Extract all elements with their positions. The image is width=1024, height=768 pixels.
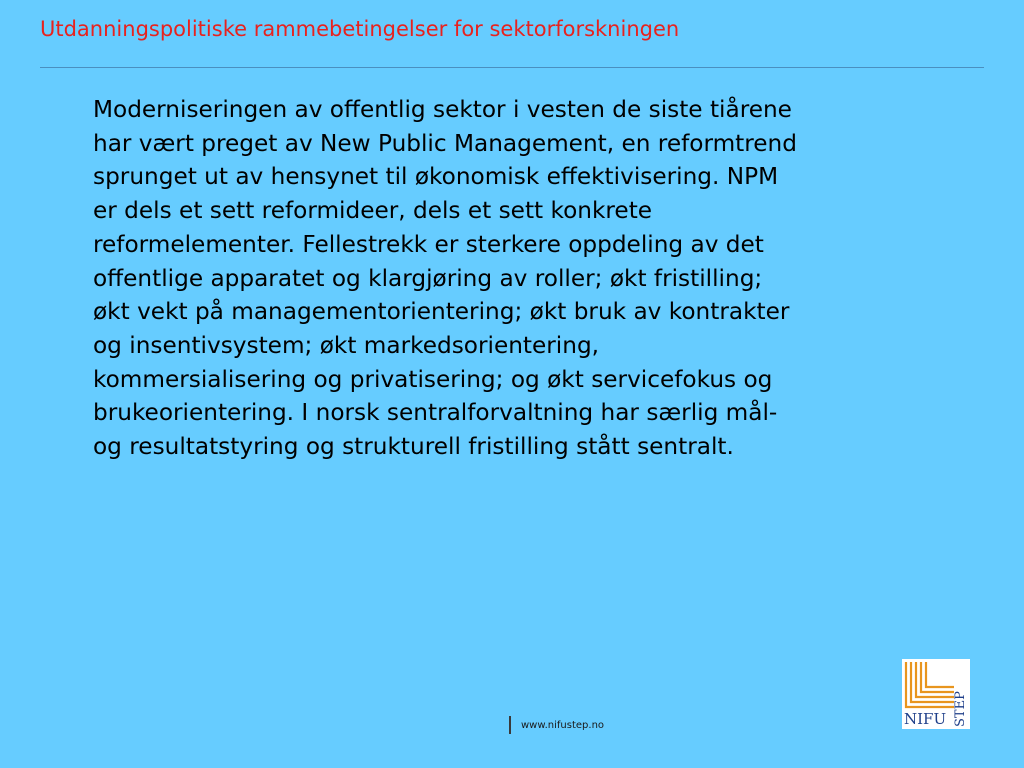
body-line: økt vekt på managementorientering; økt bruk av kontrakter	[93, 298, 790, 326]
body-line: har vært preget av New Public Management, en reformtrend	[93, 129, 797, 157]
title-divider	[40, 67, 984, 68]
body-line: brukeorientering. I norsk sentralforvaltning har særlig mål-	[93, 399, 778, 427]
body-line: og insentivsystem; økt markedsorientering,	[93, 331, 600, 359]
logo-text-step: STEP	[953, 691, 968, 727]
body-line: sprunget ut av hensynet til økonomisk effektivisering. NPM	[93, 163, 779, 191]
body-line: Moderniseringen av offentlig sektor i vesten de siste tiårene	[93, 96, 792, 123]
body-line: offentlige apparatet og klargjøring av roller; økt fristilling;	[93, 264, 763, 292]
slide-title: Utdanningspolitiske rammebetingelser for sektorforskningen	[40, 17, 680, 41]
body-line: og resultatstyring og strukturell fristilling stått sentralt.	[93, 433, 734, 461]
footer-divider	[509, 716, 511, 734]
body-line: er dels et sett reformideer, dels et sett konkrete	[93, 197, 653, 225]
footer	[509, 716, 604, 734]
body-line: kommersialisering og privatisering; og økt servicefokus og	[93, 365, 773, 393]
body-line: reformelementer. Fellestrekk er sterkere oppdeling av det	[93, 230, 764, 258]
slide-body-text	[93, 93, 973, 464]
nifu-step-logo	[902, 659, 970, 729]
logo-text-nifu: NIFU	[904, 710, 947, 728]
footer-url: www.nifustep.no	[521, 719, 605, 731]
logo-stripes	[906, 662, 954, 707]
nifu-step-logo-graphic	[902, 659, 970, 729]
